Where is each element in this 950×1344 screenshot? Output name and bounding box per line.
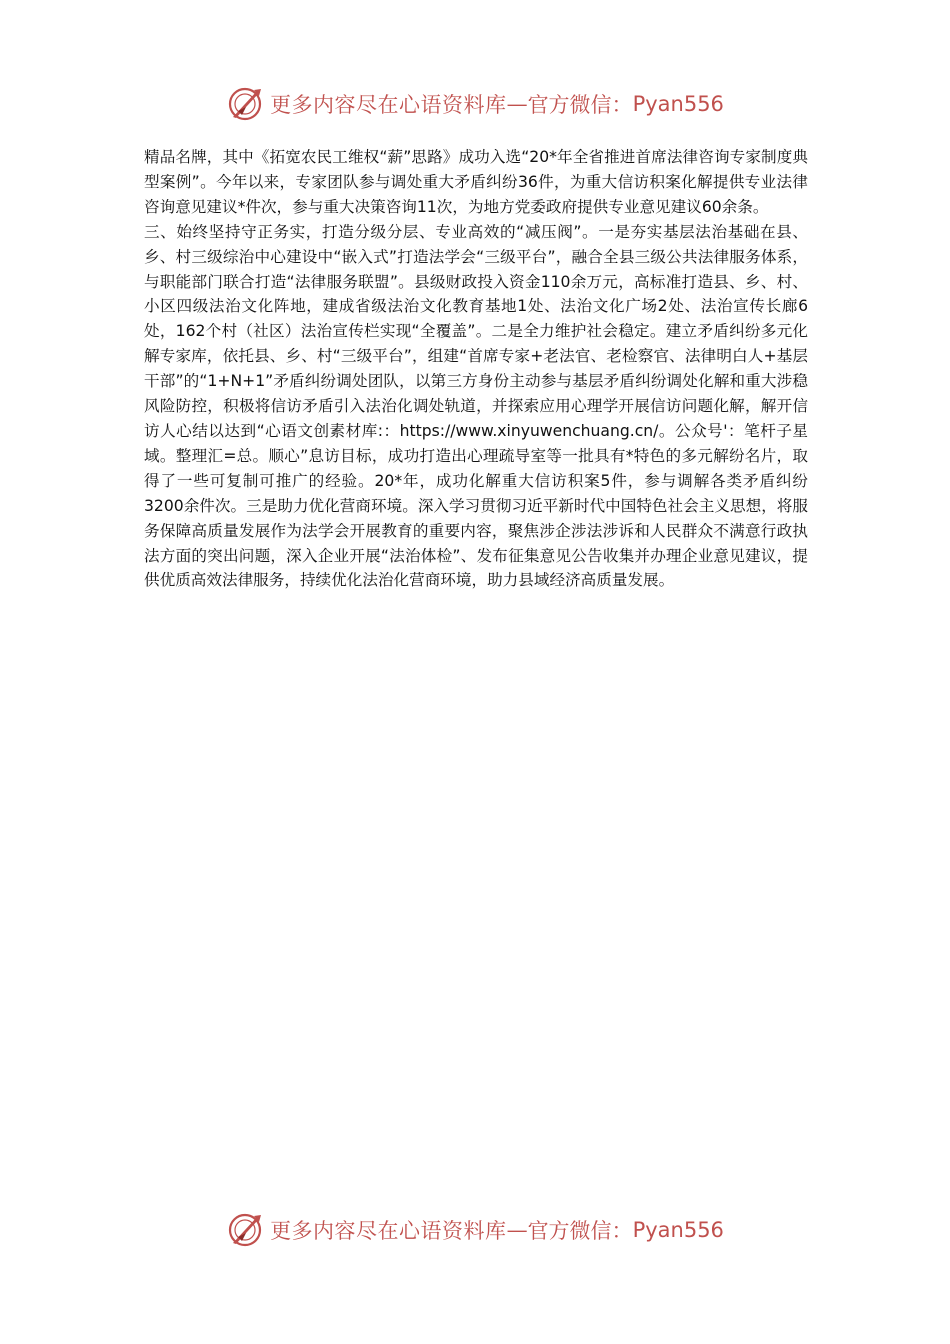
header-banner	[0, 82, 950, 126]
quill-logo-icon	[226, 1211, 264, 1249]
paragraph-2: 三、始终坚持守正务实，打造分级分层、专业高效的“减压阀”。一是夯实基层法治基础在县、乡、村三级综治中心建设中“嵌入式”打造法学会“三级平台”，融合全县三级公共法律服务体系，与职能部门联合打造“法律服务联盟”。县级财政投入资金110余万元，高标准打造县、乡、村、小区四级法治文化阵地，建成省级法治文化教育基地1处、法治文化广场2处、法治宣传长廊6处，162个村（社区）法治宣传栏实现“全覆盖”。二是全力维护社会稳定。建立矛盾纠纷多元化解专家库，依托县、乡、村“三级平台”，组建“首席专家+老法官、老检察官、法律明白人+基层干部”的“1+N+1”矛盾纠纷调处团队，以第三方身份主动参与基层矛盾纠纷调处化解和重大涉稳风险防控，积极将信访矛盾引入法治化调处轨道，并探索应用心理学开展信访问题化解，解开信访人心结以达到“心语文创素材库:：https://www.xinyuwenchuang.cn/。公众号'：笔杆子星域。整理汇=总。顺心”息访目标，成功打造出心理疏导室等一批具有*特色的多元解纷名片，取得了一些可复制可推广的经验。20*年，成功化解重大信访积案5件，参与调解各类矛盾纠纷3200余件次。三是助力优化营商环境。深入学习贯彻习近平新时代中国特色社会主义思想，将服务保障高质量发展作为法学会开展教育的重要内容，聚焦涉企涉法涉诉和人民群众不满意行政执法方面的突出问题，深入企业开展“法治体检”、发布征集意见公告收集并办理企业意见建议，提供优质高效法律服务，持续优化法治化营商环境，助力县域经济高质量发展。	[144, 222, 808, 590]
quill-logo-icon	[226, 85, 264, 123]
banner-dash: —	[506, 92, 528, 116]
banner-dash: —	[506, 1218, 528, 1242]
banner-wechat-label: 官方微信：	[527, 93, 633, 117]
banner-wechat-account: Pyan556	[632, 1218, 724, 1242]
banner-title: 更多内容尽在心语资料库	[270, 93, 507, 117]
banner-wechat-account: Pyan556	[632, 92, 724, 116]
banner-title: 更多内容尽在心语资料库	[270, 1219, 507, 1243]
footer-banner	[0, 1208, 950, 1252]
paragraph-1: 精品名牌，其中《拓宽农民工维权“薪”思路》成功入选“20*年全省推进首席法律咨询专家制度典型案例”。今年以来，专家团队参与调处重大矛盾纠纷36件，为重大信访积案化解提供专业法律咨询意见建议*件次，参与重大决策咨询11次，为地方党委政府提供专业意见建议60余条。	[144, 148, 808, 216]
document-body	[144, 145, 808, 593]
banner-wechat-label: 官方微信：	[527, 1219, 633, 1243]
